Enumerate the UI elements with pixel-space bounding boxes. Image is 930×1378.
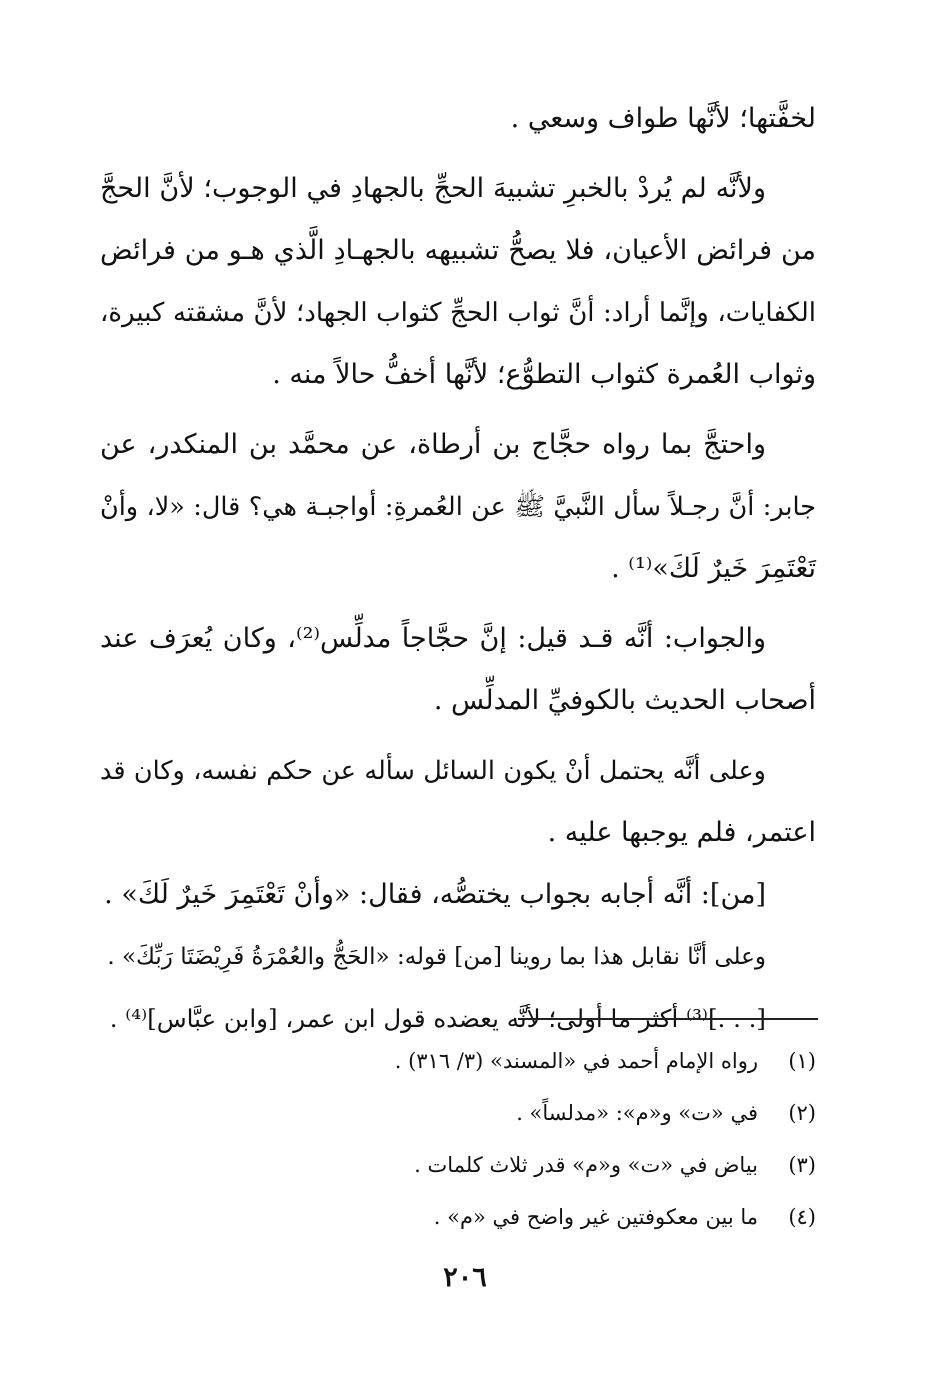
footnote [100, 1087, 816, 1139]
text-line: اعتمر، فلم يوجبها عليه . [547, 817, 816, 848]
footnote-separator [518, 1018, 818, 1020]
page-number: ٢٠٦ [443, 1262, 487, 1293]
text-line: لخفَّتها؛ لأنَّها طواف وسعي . [510, 103, 816, 134]
footnote-text: ما بين معكوفتين غير واضح في «م» . [433, 1205, 758, 1229]
footnote-text: بياض في «ت» و«م» قدر ثلاث كلمات . [414, 1153, 758, 1177]
main-text [100, 88, 816, 1050]
text-line: ولأنَّه لم يُردْ بالخبرِ تشبيهَ الحجِّ بالجهادِ في الوجوب؛ لأنَّ الحجَّ [100, 173, 766, 204]
footnotes [100, 1035, 816, 1243]
text-line: من فرائض الأعيان، فلا يصحُّ تشبيهه بالجهـادِ الَّذي هـو من فرائض [100, 235, 816, 266]
text-line: تَعْتَمِرَ خَيرٌ لَكَ»⁽¹⁾ . [611, 553, 816, 584]
footnote-number: (٣) [788, 1153, 816, 1177]
text-line: وثواب العُمرة كثواب التطوُّع؛ لأنَّها أخفُّ حالاً منه . [272, 359, 816, 390]
footnote-number: (٢) [788, 1101, 816, 1125]
footnote [100, 1191, 816, 1243]
footnote [100, 1139, 816, 1191]
text-line: [. . .]⁽³⁾ أكثر ما أولى؛ لأنَّه يعضده قول ابن عمر، [وابن عبَّاس]⁽⁴⁾ . [109, 1004, 766, 1033]
text-line: [من]: أنَّه أجابه بجواب يختصُّه، فقال: «وأنْ تَعْتَمِرَ خَيرٌ لَكَ» . [104, 879, 766, 910]
text-line: أصحاب الحديث بالكوفيِّ المدلِّس . [433, 685, 816, 716]
text-line: جابر: أنَّ رجـلاً سأل النَّبيَّ ﷺ عن العُمرةِ: أواجبـة هي؟ قال: «لا، وأنْ [100, 492, 816, 522]
text-line: والجواب: أنَّه قـد قيل: إنَّ حجَّاجاً مدلِّس⁽²⁾، وكان يُعرَف عند [100, 623, 766, 654]
text-line: وعلى أنَّا نقابل هذا بما روينا [من] قوله: «الحَجُّ والعُمْرَةُ فَرِيْضَتَا رَبِّكَ» . [107, 944, 766, 970]
footnote-number: (١) [788, 1049, 816, 1073]
text-line: الكفايات، وإنَّما أراد: أنَّ ثواب الحجِّ كثواب الجهاد؛ لأنَّ مشقته كبيرة، [100, 298, 816, 328]
footnote-text: رواه الإمام أحمد في «المسند» (٣/ ٣١٦) . [394, 1049, 758, 1073]
footnote-text: في «ت» و«م»: «مدلساً» . [516, 1101, 758, 1125]
text-line: واحتجَّ بما رواه حجَّاج بن أرطاة، عن محمَّد بن المنكدر، عن [100, 429, 766, 460]
footnote-number: (٤) [788, 1205, 816, 1229]
text-line: وعلى أنَّه يحتمل أنْ يكون السائل سأله عن حكم نفسه، وكان قد [100, 756, 766, 786]
footnote [100, 1035, 816, 1087]
